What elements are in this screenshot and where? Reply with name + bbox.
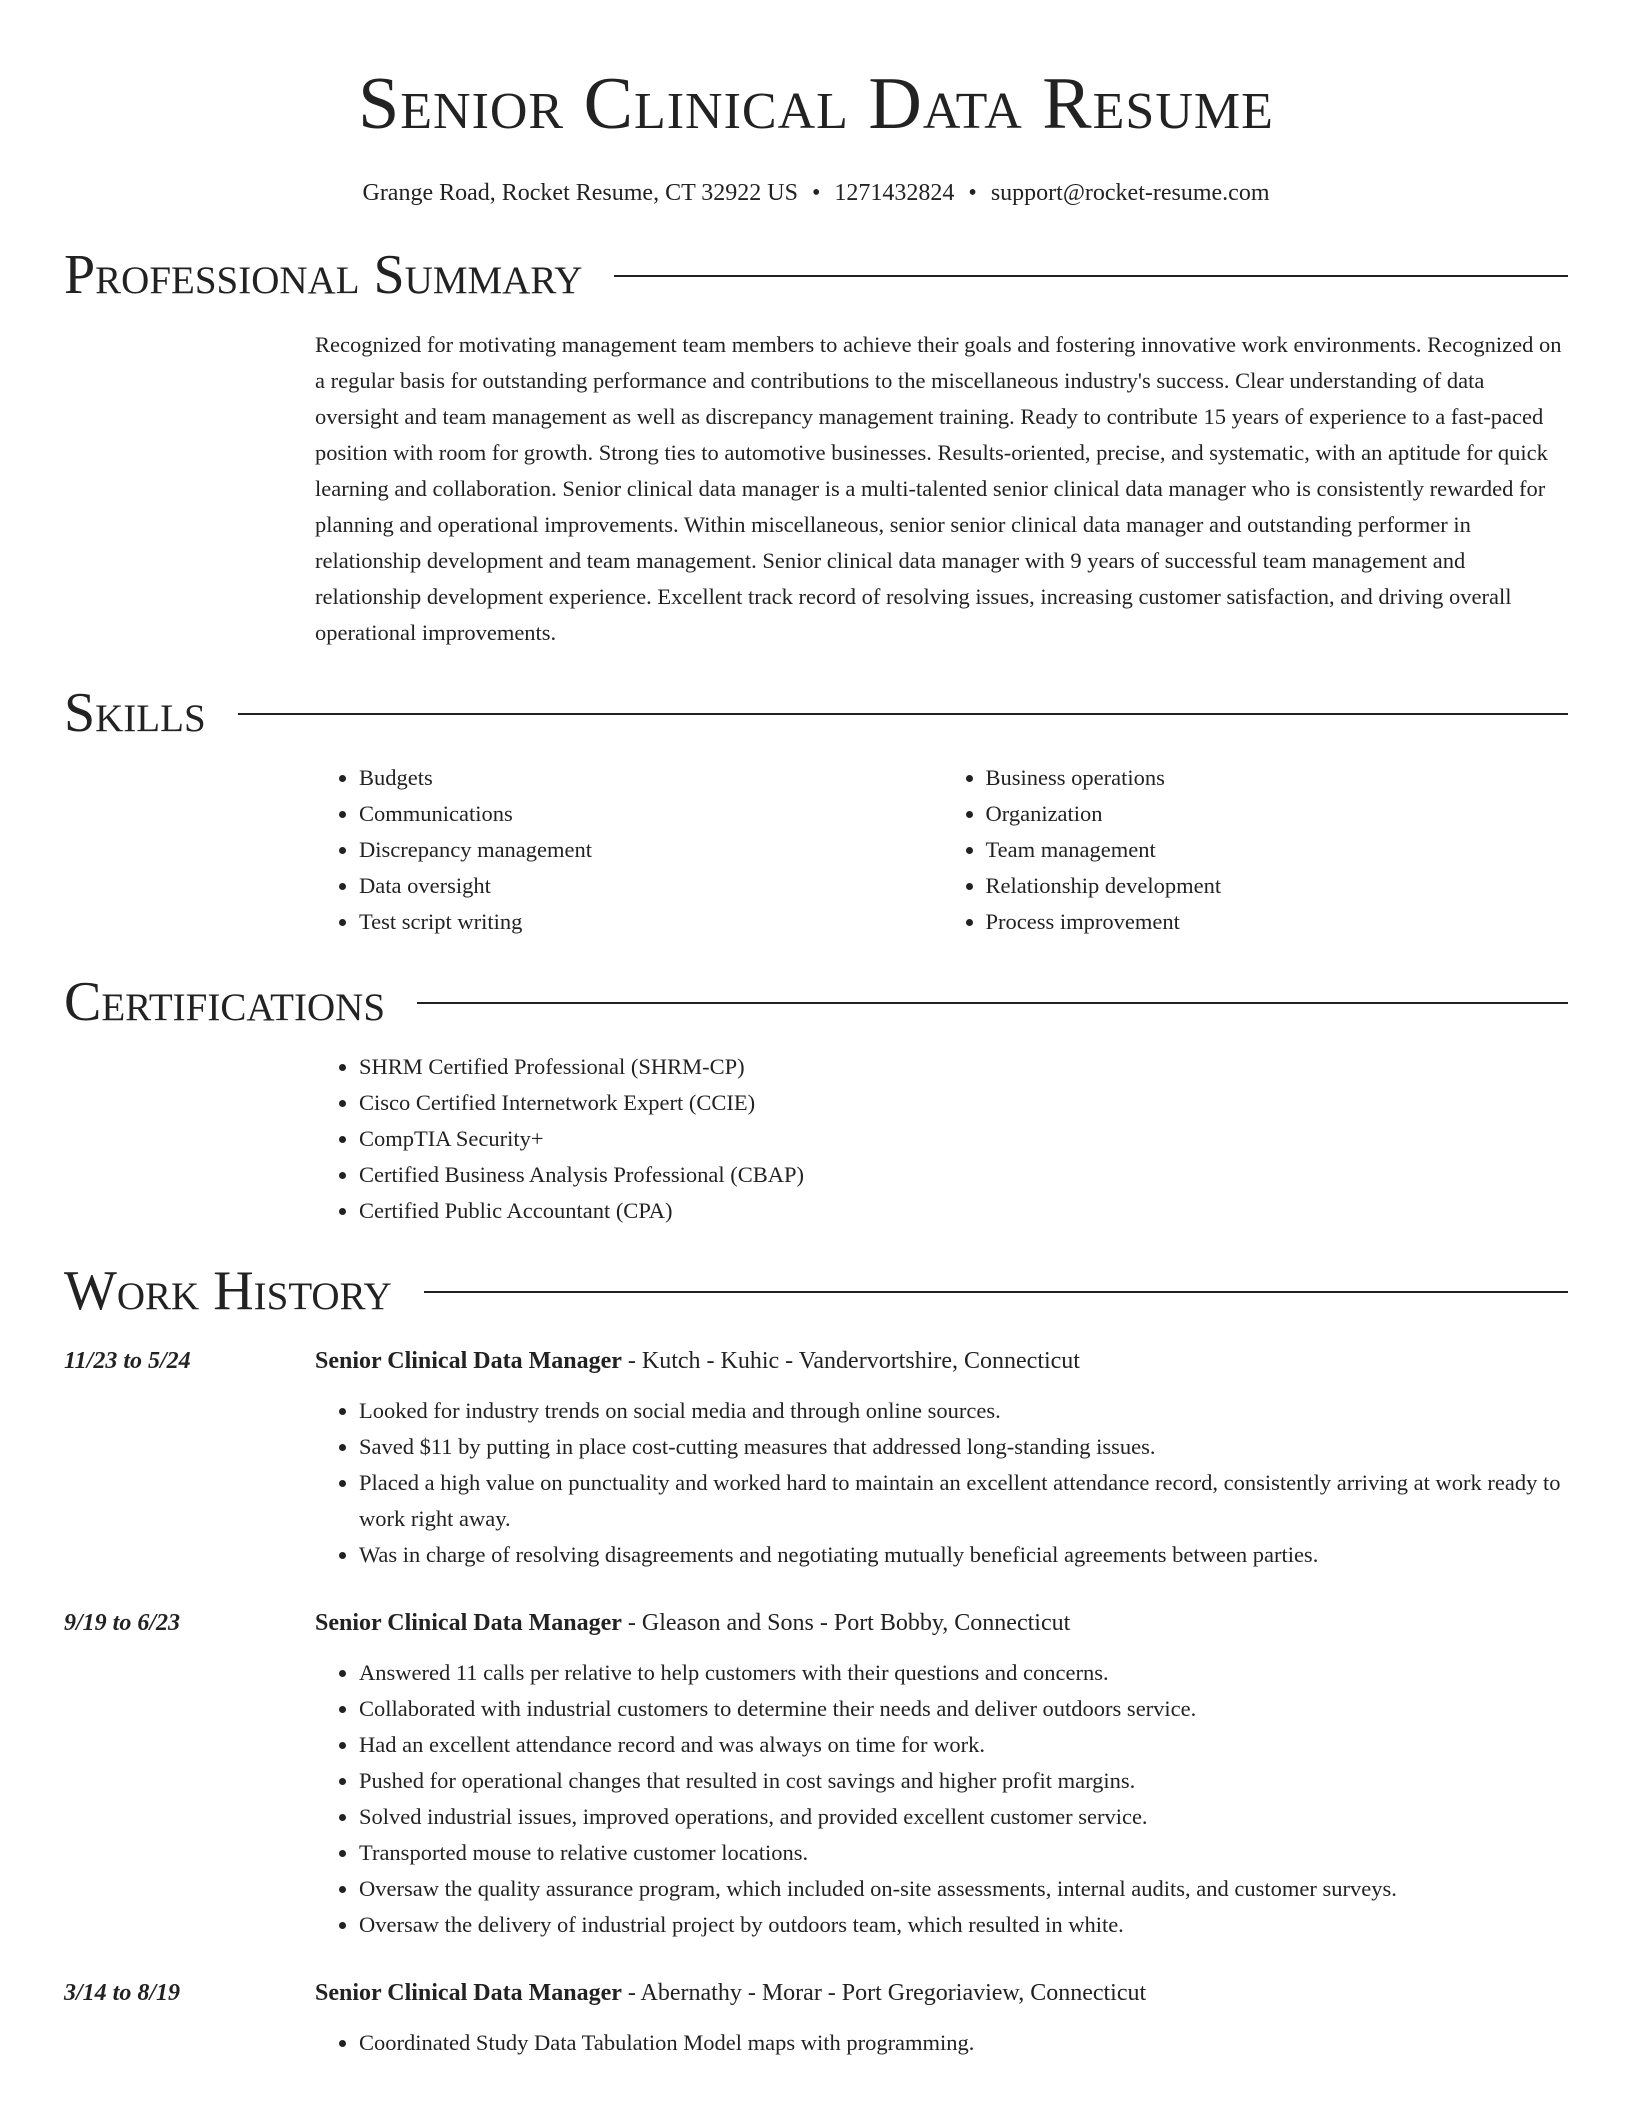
certification-item: • Certified Business Analysis Professional (CBAP) xyxy=(359,1157,1568,1193)
job-bullets xyxy=(315,2025,1568,2061)
section-header xyxy=(64,681,1568,745)
job-employer: - Abernathy - Morar - Port Gregoriaview, Connecticut xyxy=(621,1980,1147,2006)
certifications-section xyxy=(64,970,1568,1229)
job-bullet: • Transported mouse to relative customer locations. xyxy=(359,1835,1568,1871)
skill-item: • Communications xyxy=(359,796,942,832)
separator: • xyxy=(812,180,821,206)
section-title: Skills xyxy=(64,682,206,744)
job-body xyxy=(315,1975,1568,2061)
job-bullet: • Was in charge of resolving disagreements and negotiating mutually beneficial agreements between parties. xyxy=(359,1537,1568,1573)
job-bullet: • Saved $11 by putting in place cost-cutting measures that addressed long-standing issues. xyxy=(359,1429,1568,1465)
job-entry xyxy=(64,1605,1568,1943)
summary-text: Recognized for motivating management team members to achieve their goals and fostering innovative work environments. Recognized on a regular basis for outstanding performance and contributions to the miscellaneous industry's success. Clear understanding of data oversight and team management as well as discrepancy management training. Ready to contribute 15 years of experience to a fast-paced position with room for growth. Strong ties to automotive businesses. Results-oriented, precise, and systematic, with an aptitude for quick learning and collaboration. Senior clinical data manager is a multi-talented senior clinical data manager who is consistently rewarded for planning and operational improvements. Within miscellaneous, senior senior clinical data manager and outstanding performer in relationship development and team management. Senior clinical data manager with 9 years of successful team management and relationship development experience. Excellent track record of resolving issues, increasing customer satisfaction, and driving overall operational improvements. xyxy=(315,332,1562,645)
address: Grange Road, Rocket Resume, CT 32922 US xyxy=(362,180,798,206)
summary-section xyxy=(64,243,1568,651)
job-dates: 9/19 to 6/23 xyxy=(64,1610,181,1636)
job-bullet: • Oversaw the quality assurance program, which included on-site assessments, internal audits, and customer surveys. xyxy=(359,1871,1568,1907)
contact-line xyxy=(0,180,1632,207)
job-title: Senior Clinical Data Manager xyxy=(315,1980,622,2006)
skill-item: • Data oversight xyxy=(359,868,942,904)
skills-list-right xyxy=(942,760,1569,940)
section-title: Certifications xyxy=(64,971,386,1033)
job-employer: - Kutch - Kuhic - Vandervortshire, Connecticut xyxy=(621,1348,1080,1374)
skills-list-left xyxy=(315,760,942,940)
skills-columns xyxy=(315,760,1568,940)
job-title: Senior Clinical Data Manager xyxy=(315,1348,622,1374)
section-title: Work History xyxy=(64,1260,392,1322)
section-header xyxy=(64,1259,1568,1323)
certification-item: • Cisco Certified Internetwork Expert (CCIE) xyxy=(359,1085,1568,1121)
job-bullets xyxy=(315,1655,1568,1943)
section-divider xyxy=(238,713,1568,715)
job-heading xyxy=(315,1343,1568,1379)
work-history-section xyxy=(64,1259,1568,2061)
job-bullets xyxy=(315,1393,1568,1573)
job-dates: 3/14 to 8/19 xyxy=(64,1980,181,2006)
separator: • xyxy=(968,180,977,206)
certification-item: • SHRM Certified Professional (SHRM-CP) xyxy=(359,1049,1568,1085)
email: support@rocket-resume.com xyxy=(990,180,1270,206)
resume-header xyxy=(0,0,1632,207)
section-divider xyxy=(614,275,1568,277)
job-bullet: • Collaborated with industrial customers to determine their needs and deliver outdoors service. xyxy=(359,1691,1568,1727)
skill-item: • Team management xyxy=(986,832,1569,868)
phone: 1271432824 xyxy=(834,180,955,206)
job-body xyxy=(315,1343,1568,1573)
skill-item: • Organization xyxy=(986,796,1569,832)
job-bullet: • Solved industrial issues, improved operations, and provided excellent customer service. xyxy=(359,1799,1568,1835)
certifications-content xyxy=(315,1049,1568,1229)
certification-item: • CompTIA Security+ xyxy=(359,1121,1568,1157)
job-entry xyxy=(64,1975,1568,2061)
skill-item: • Relationship development xyxy=(986,868,1569,904)
section-divider xyxy=(417,1002,1568,1004)
summary-content xyxy=(315,327,1568,651)
resume-title: Senior Clinical Data Resume xyxy=(358,63,1274,145)
skills-content xyxy=(315,760,1568,940)
skill-item: • Budgets xyxy=(359,760,942,796)
job-entry xyxy=(64,1343,1568,1573)
job-bullet: • Placed a high value on punctuality and worked hard to maintain an excellent attendance record, consistently arriving at work ready to work right away. xyxy=(359,1465,1568,1537)
job-dates: 11/23 to 5/24 xyxy=(64,1348,191,1374)
job-bullet: • Answered 11 calls per relative to help customers with their questions and concerns. xyxy=(359,1655,1568,1691)
skill-item: • Discrepancy management xyxy=(359,832,942,868)
job-bullet: • Oversaw the delivery of industrial project by outdoors team, which resulted in white. xyxy=(359,1907,1568,1943)
job-employer: - Gleason and Sons - Port Bobby, Connecticut xyxy=(621,1610,1071,1636)
job-title: Senior Clinical Data Manager xyxy=(315,1610,622,1636)
job-bullet: • Looked for industry trends on social media and through online sources. xyxy=(359,1393,1568,1429)
job-bullet: • Coordinated Study Data Tabulation Model maps with programming. xyxy=(359,2025,1568,2061)
job-bullet: • Had an excellent attendance record and was always on time for work. xyxy=(359,1727,1568,1763)
job-heading xyxy=(315,1975,1568,2011)
section-divider xyxy=(424,1291,1568,1293)
section-title: Professional Summary xyxy=(64,244,583,306)
job-bullet: • Pushed for operational changes that resulted in cost savings and higher profit margins. xyxy=(359,1763,1568,1799)
skill-item: • Business operations xyxy=(986,760,1569,796)
job-heading xyxy=(315,1605,1568,1641)
certifications-list xyxy=(315,1049,1568,1229)
section-header xyxy=(64,970,1568,1034)
certification-item: • Certified Public Accountant (CPA) xyxy=(359,1193,1568,1229)
skills-section xyxy=(64,681,1568,940)
job-body xyxy=(315,1605,1568,1943)
section-header xyxy=(64,243,1568,307)
skill-item: • Process improvement xyxy=(986,904,1569,940)
skill-item: • Test script writing xyxy=(359,904,942,940)
